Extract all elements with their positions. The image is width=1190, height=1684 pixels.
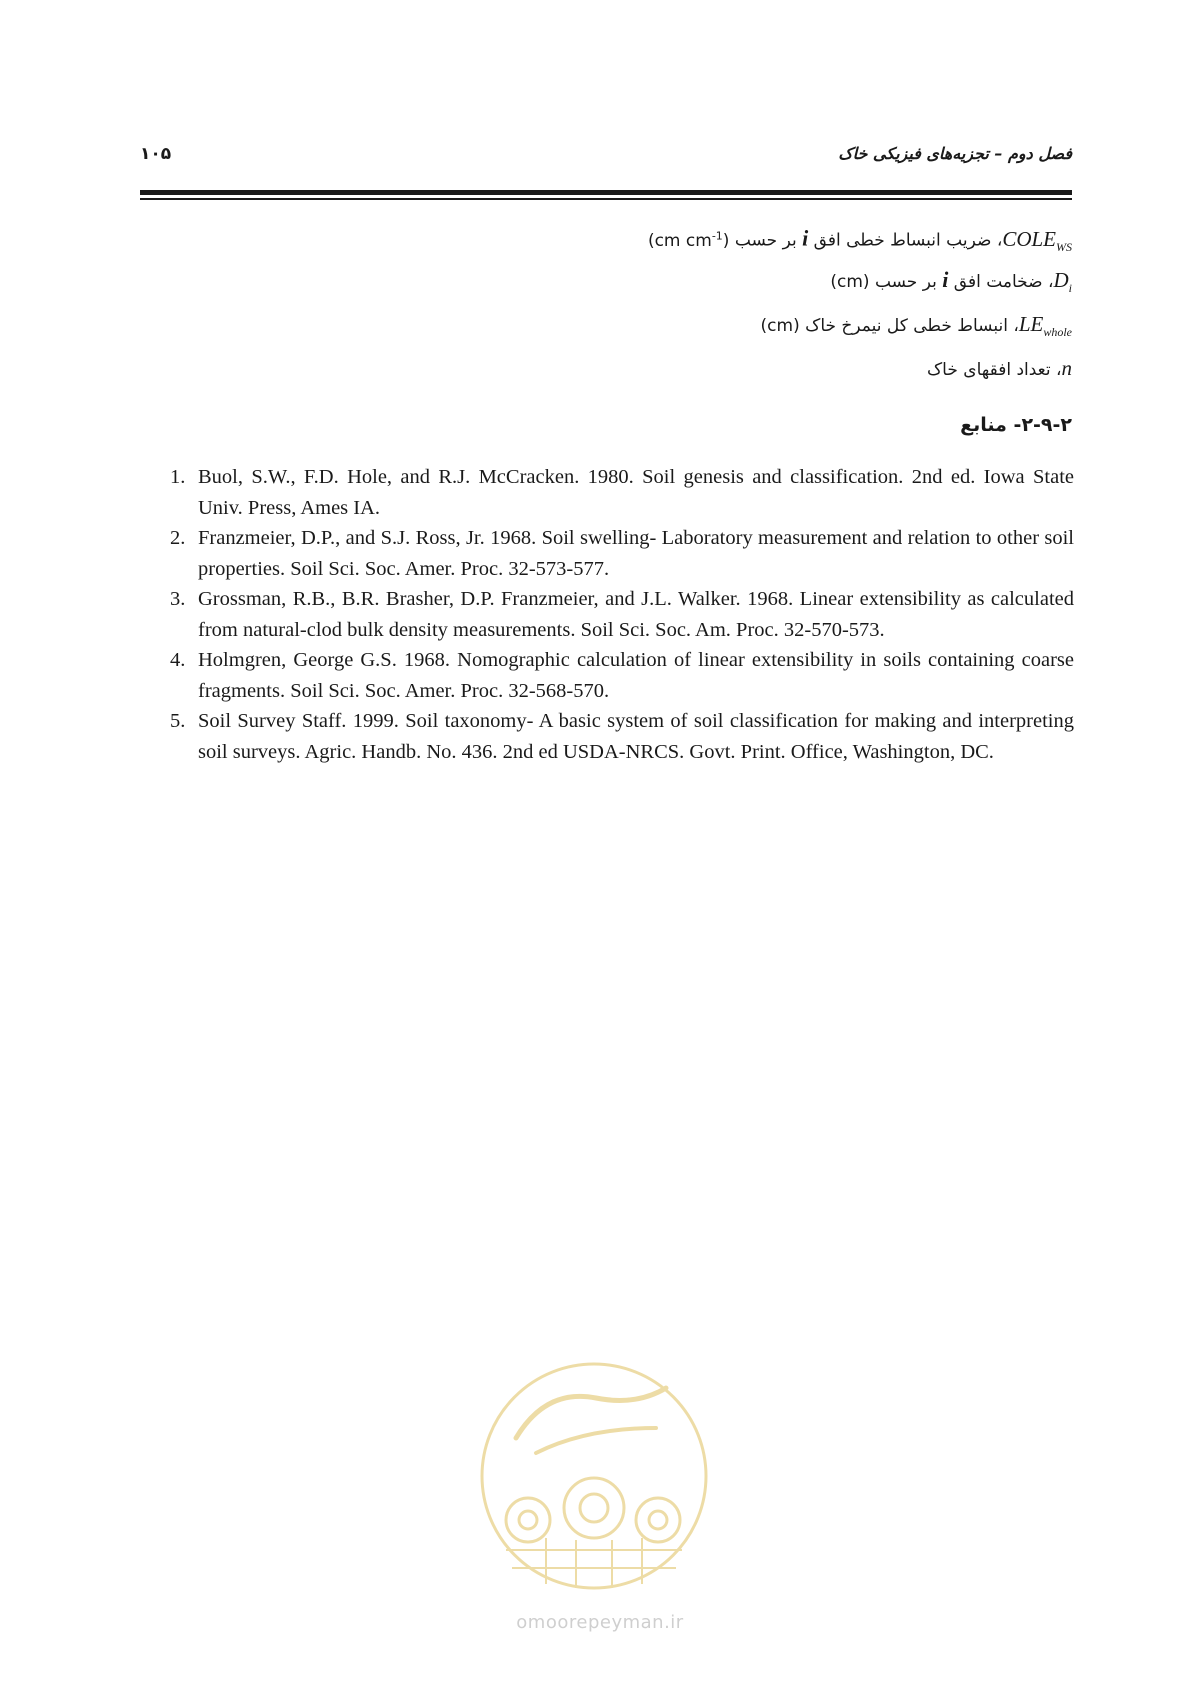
running-title: فصل دوم – تجزیه‌های فیزیکی خاک: [838, 144, 1072, 163]
reference-number: 5.: [170, 710, 186, 732]
page-header: [140, 140, 1072, 174]
variable-unit: (cm): [760, 316, 800, 336]
reference-item: [170, 523, 1074, 584]
horizon-index: i: [942, 267, 949, 292]
watermark-url: omoorepeyman.ir: [516, 1612, 684, 1633]
variable-symbol: $D_i$: [1053, 268, 1072, 296]
variable-description: ، انبساط خطی کل نیمرخ خاک: [805, 316, 1019, 336]
reference-number: 4.: [170, 649, 186, 671]
variable-description: ، ضخامت افق: [953, 272, 1054, 292]
header-rule-thick: [140, 190, 1072, 195]
reference-number: 2.: [170, 527, 186, 549]
variable-description: ، ضریب انبساط خطی افق: [813, 230, 1003, 251]
reference-text: Franzmeier, D.P., and S.J. Ross, Jr. 1968. Soil swelling- Laboratory measurement and relation to other soil properties. Soil Sci. Soc. Amer. Proc. 32-573-577.: [198, 527, 1074, 580]
reference-number: 3.: [170, 588, 186, 610]
variable-unit: (cm $cm^{-1}$): [647, 229, 730, 251]
reference-text: Buol, S.W., F.D. Hole, and R.J. McCracken. 1980. Soil genesis and classification. 2nd ed. Iowa State Univ. Press, Ames IA.: [198, 466, 1074, 519]
section-heading: ۲-۹-۲- منابع: [960, 414, 1072, 436]
reference-item: [170, 462, 1074, 523]
horizon-index: i: [802, 225, 809, 251]
variable-symbol: $LE_{whole}$: [1018, 312, 1072, 340]
reference-item: [170, 584, 1074, 645]
reference-item: [170, 706, 1074, 767]
reference-number: 1.: [170, 466, 186, 488]
variable-symbol: $COLE_{WS}$: [1002, 226, 1072, 254]
variable-description: ، تعداد افقهای خاک: [926, 360, 1062, 380]
variable-definitions: [372, 214, 1072, 390]
reference-text: Soil Survey Staff. 1999. Soil taxonomy- A basic system of soil classification for making and interpreting soil surveys. Agric. Handb. No. 436. 2nd ed USDA-NRCS. Govt. Print. Office, Washington, DC.: [198, 710, 1074, 763]
reference-text: Holmgren, George G.S. 1968. Nomographic calculation of linear extensibility in soils containing coarse fragments. Soil Sci. Soc. Amer. Proc. 32-568-570.: [198, 649, 1074, 702]
watermark-seal-icon: [476, 1358, 712, 1594]
variable-symbol: n: [1061, 356, 1072, 380]
reference-list: [170, 462, 1074, 767]
header-rule-thin: [140, 198, 1072, 200]
reference-text: Grossman, R.B., B.R. Brasher, D.P. Franzmeier, and J.L. Walker. 1968. Linear extensibility as calculated from natural-clod bulk density measurements. Soil Sci. Soc. Am. Proc. 32-570-573.: [198, 588, 1074, 641]
page-number: ۱۰۵: [140, 144, 172, 164]
variable-unit: (cm): [830, 272, 870, 292]
variable-definition: $D_i،$ ضخامت افق i بر حسب (cm): [830, 267, 1072, 296]
variable-definition: $COLE_{WS}،$ ضریب انبساط خطی افق i بر حسب (cm $cm^{-1}$): [647, 225, 1072, 254]
variable-definition: [372, 346, 1072, 390]
reference-item: [170, 645, 1074, 706]
variable-definition: [372, 302, 1072, 346]
